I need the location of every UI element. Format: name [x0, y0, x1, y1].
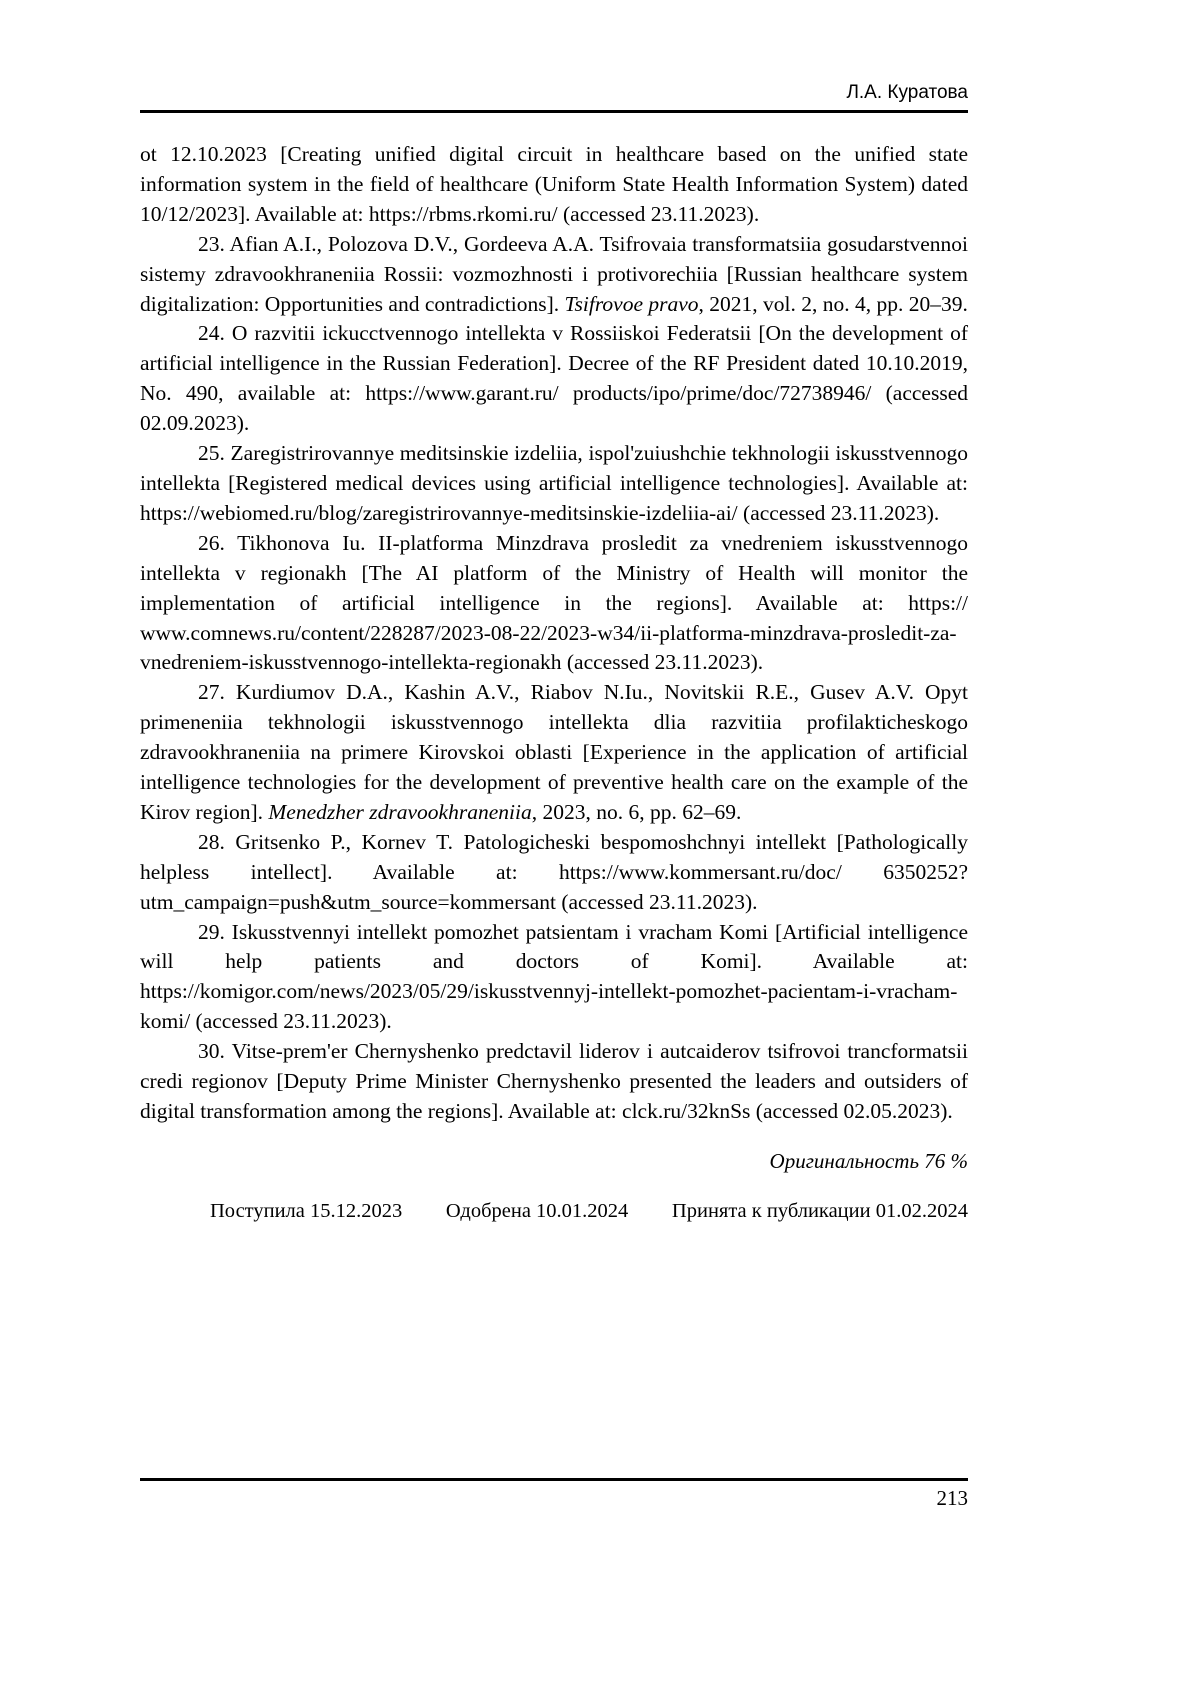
- reference-text: , 2023, no. 6, pp. 62–69.: [531, 799, 742, 824]
- reference-text: 29. Iskusstvennyi intellekt pomozhet patsientam i vracham Komi [Artificial intelligence will help patients and doctors of Komi]. Available at: https://komigor.com/news/2023/05/29/iskusstvennyj-intellekt-pomozhet-pacientam-i-vracham-komi/ (accessed 23.11.2023).: [140, 919, 968, 1034]
- originality-note: Оригинальность 76 %: [769, 1148, 968, 1173]
- submission-dates: [140, 1200, 968, 1223]
- reference-paragraph: [140, 828, 968, 918]
- page-number: 213: [936, 1486, 968, 1510]
- reference-text: 28. Gritsenko P., Kornev T. Patologicheski bespomoshchnyi intellekt [Pathologically helpless intellect]. Available at: https://www.kommersant.ru/doc/ 6350252?utm_campaign=push&utm_source=kommersant (accessed 23.11.2023).: [140, 829, 968, 914]
- header-rule: [140, 110, 968, 113]
- date-approved: Одобрена 10.01.2024: [445, 1199, 629, 1222]
- reference-paragraph: [140, 319, 968, 439]
- reference-paragraph: [140, 918, 968, 1038]
- running-header: [140, 82, 968, 104]
- page-body: [140, 140, 968, 1223]
- reference-paragraph: [140, 1037, 968, 1127]
- journal-title: Menedzher zdravookhraneniia: [268, 799, 532, 824]
- date-received: Поступила 15.12.2023: [210, 1199, 403, 1222]
- reference-text: 25. Zaregistrirovannye meditsinskie izdeliia, ispol'zuiushchie tekhnologii iskusstvennogo intellekta [Registered medical devices using artificial intelligence technologies]. Available at: https://webiomed.ru/blog/zaregistrirovannye-meditsinskie-izdeliia-ai/ (accessed 23.11.2023).: [140, 441, 968, 525]
- reference-text: 24. O razvitii ickucctvennogo intellekta v Rossiiskoi Federatsii [On the development of artificial intelligence in the Russian Federation]. Decree of the RF President dated 10.10.2019, No. 490, available at: https://www.garant.ru/ products/ipo/prime/doc/72738946/ (accessed 02.09.2023).: [140, 321, 968, 436]
- journal-title: Tsifrovoe pravo: [564, 291, 699, 316]
- reference-text: ot 12.10.2023 [Creating unified digital circuit in healthcare based on the unified state information system in the field of healthcare (Uniform State Health Information System) dated 10/12/2023]. Available at: https://rbms.rkomi.ru/ (accessed 23.11.2023).: [140, 142, 968, 226]
- author-name: Л.А. Куратова: [846, 82, 968, 103]
- reference-text: , 2021, vol. 2, no. 4, pp. 20–39.: [698, 291, 968, 316]
- references-list: [140, 140, 968, 1127]
- date-accepted: Принята к публикации 01.02.2024: [671, 1199, 968, 1222]
- reference-paragraph: [140, 140, 968, 230]
- reference-paragraph: [140, 678, 968, 828]
- reference-text: 30. Vitse-prem'er Chernyshenko predctavil liderov i autcaiderov tsifrovoi trancformatsii credi regionov [Deputy Prime Minister Chernyshenko presented the leaders and outsiders of digital transformation among the regions]. Available at: clck.ru/32knSs (accessed 02.05.2023).: [140, 1039, 968, 1123]
- page-footer: [140, 1486, 968, 1511]
- reference-paragraph: [140, 439, 968, 529]
- reference-text: 26. Tikhonova Iu. II-platforma Minzdrava prosledit za vnedreniem iskusstvennogo intellekta v regionakh [The AI platform of the Ministry of Health will monitor the implementation of artificial intelligence in the regions]. Available at: https:// www.comnews.ru/content/228287/2023-08-22/2023-w34/ii-platforma-minzdrava-prosledit-za-vnedreniem-iskusstvennogo-intellekta-regionakh (accessed 23.11.2023).: [140, 530, 968, 675]
- reference-paragraph: [140, 529, 968, 679]
- reference-paragraph: [140, 230, 968, 320]
- reference-text: 23. Afian A.I., Polozova D.V., Gordeeva A.A. Tsifrovaia transformatsiia gosudarstvennoi sistemy zdravookhraneniia Rossii: vozmozhnosti i protivorechiia [Russian healthcare system digitalization: Opportunities and contradictions].: [140, 231, 968, 316]
- reference-text: 27. Kurdiumov D.A., Kashin A.V., Riabov N.Iu., Novitskii R.E., Gusev A.V. Opyt primeneniia tekhnologii iskusstvennogo intellekta dlia razvitiia profilakticheskogo zdravookhraneniia na primere Kirovskoi oblasti [Experience in the application of artificial intelligence technologies for the development of preventive health care on the example of the Kirov region].: [140, 680, 968, 824]
- footer-rule: [140, 1478, 968, 1481]
